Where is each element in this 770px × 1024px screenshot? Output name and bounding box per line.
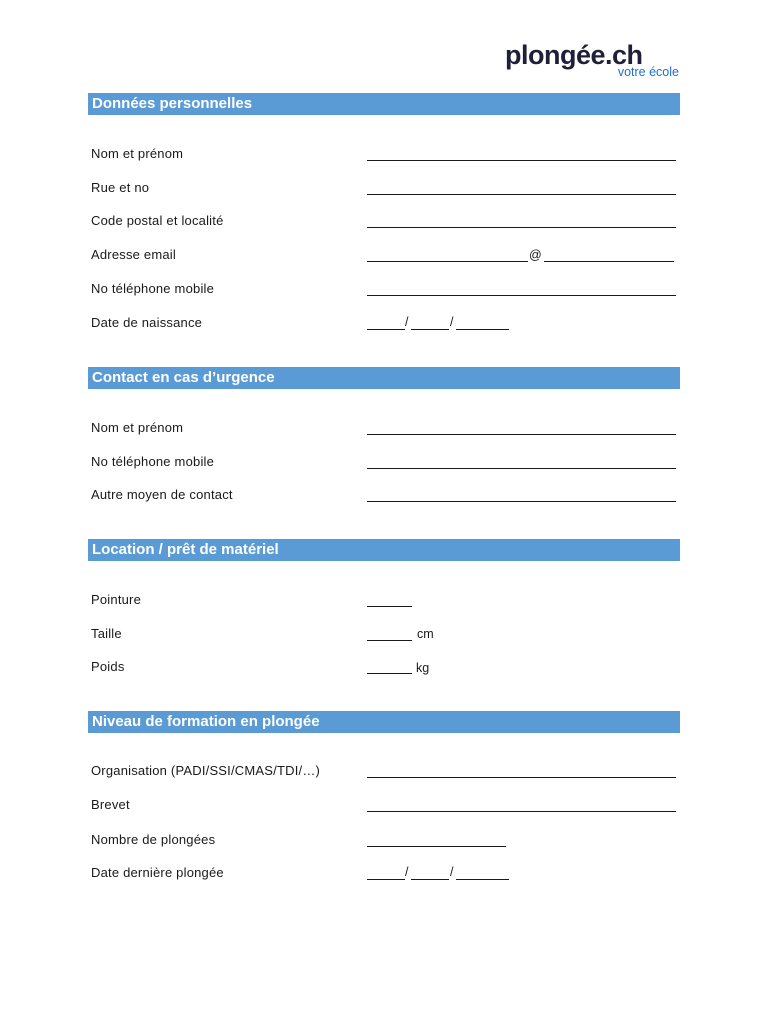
label-dive-count: Nombre de plongées (91, 832, 216, 847)
label-personal-mobile: No téléphone mobile (91, 281, 215, 296)
logo-tagline: votre école (617, 65, 679, 79)
field-personal-name[interactable] (367, 160, 676, 161)
field-organisation[interactable] (367, 777, 676, 778)
unit-kg: kg (416, 661, 430, 675)
field-personal-mobile[interactable] (367, 295, 676, 296)
field-email-user[interactable] (367, 261, 528, 262)
field-last-dive-day[interactable] (367, 879, 405, 880)
field-email-domain[interactable] (544, 261, 674, 262)
label-email: Adresse email (91, 247, 176, 262)
field-last-dive-year[interactable] (456, 879, 509, 880)
email-at-sign: @ (529, 248, 542, 262)
field-shoe-size[interactable] (367, 606, 412, 607)
label-weight: Poids (91, 659, 125, 674)
field-dive-count[interactable] (367, 846, 506, 847)
field-emergency-name[interactable] (367, 434, 676, 435)
section-header-training: Niveau de formation en plongée (88, 711, 680, 733)
last-dive-slash-1: / (405, 865, 409, 879)
label-brevet: Brevet (91, 797, 130, 812)
field-height[interactable] (367, 640, 412, 641)
field-weight[interactable] (367, 673, 412, 674)
last-dive-slash-2: / (450, 865, 454, 879)
label-personal-name: Nom et prénom (91, 146, 184, 161)
field-birth-year[interactable] (456, 329, 509, 330)
label-shoe-size: Pointure (91, 592, 142, 607)
field-postal[interactable] (367, 227, 676, 228)
field-brevet[interactable] (367, 811, 676, 812)
label-birthdate: Date de naissance (91, 315, 203, 330)
logo-brand: plongée.ch (505, 40, 643, 70)
label-emergency-name: Nom et prénom (91, 420, 184, 435)
section-header-emergency: Contact en cas d’urgence (88, 367, 680, 389)
section-header-personal: Données personnelles (88, 93, 680, 115)
label-organisation: Organisation (PADI/SSI/CMAS/TDI/…) (91, 763, 321, 778)
label-street: Rue et no (91, 180, 150, 195)
field-street[interactable] (367, 194, 676, 195)
field-birth-month[interactable] (411, 329, 449, 330)
logo (505, 40, 683, 82)
label-last-dive: Date dernière plongée (91, 865, 224, 880)
birth-slash-2: / (450, 315, 454, 329)
unit-cm: cm (417, 627, 434, 641)
field-emergency-mobile[interactable] (367, 468, 676, 469)
birth-slash-1: / (405, 315, 409, 329)
label-height: Taille (91, 626, 122, 641)
label-emergency-other: Autre moyen de contact (91, 487, 233, 502)
label-emergency-mobile: No téléphone mobile (91, 454, 215, 469)
field-last-dive-month[interactable] (411, 879, 449, 880)
label-postal: Code postal et localité (91, 213, 224, 228)
section-header-equipment: Location / prêt de matériel (88, 539, 680, 561)
field-emergency-other[interactable] (367, 501, 676, 502)
field-birth-day[interactable] (367, 329, 405, 330)
